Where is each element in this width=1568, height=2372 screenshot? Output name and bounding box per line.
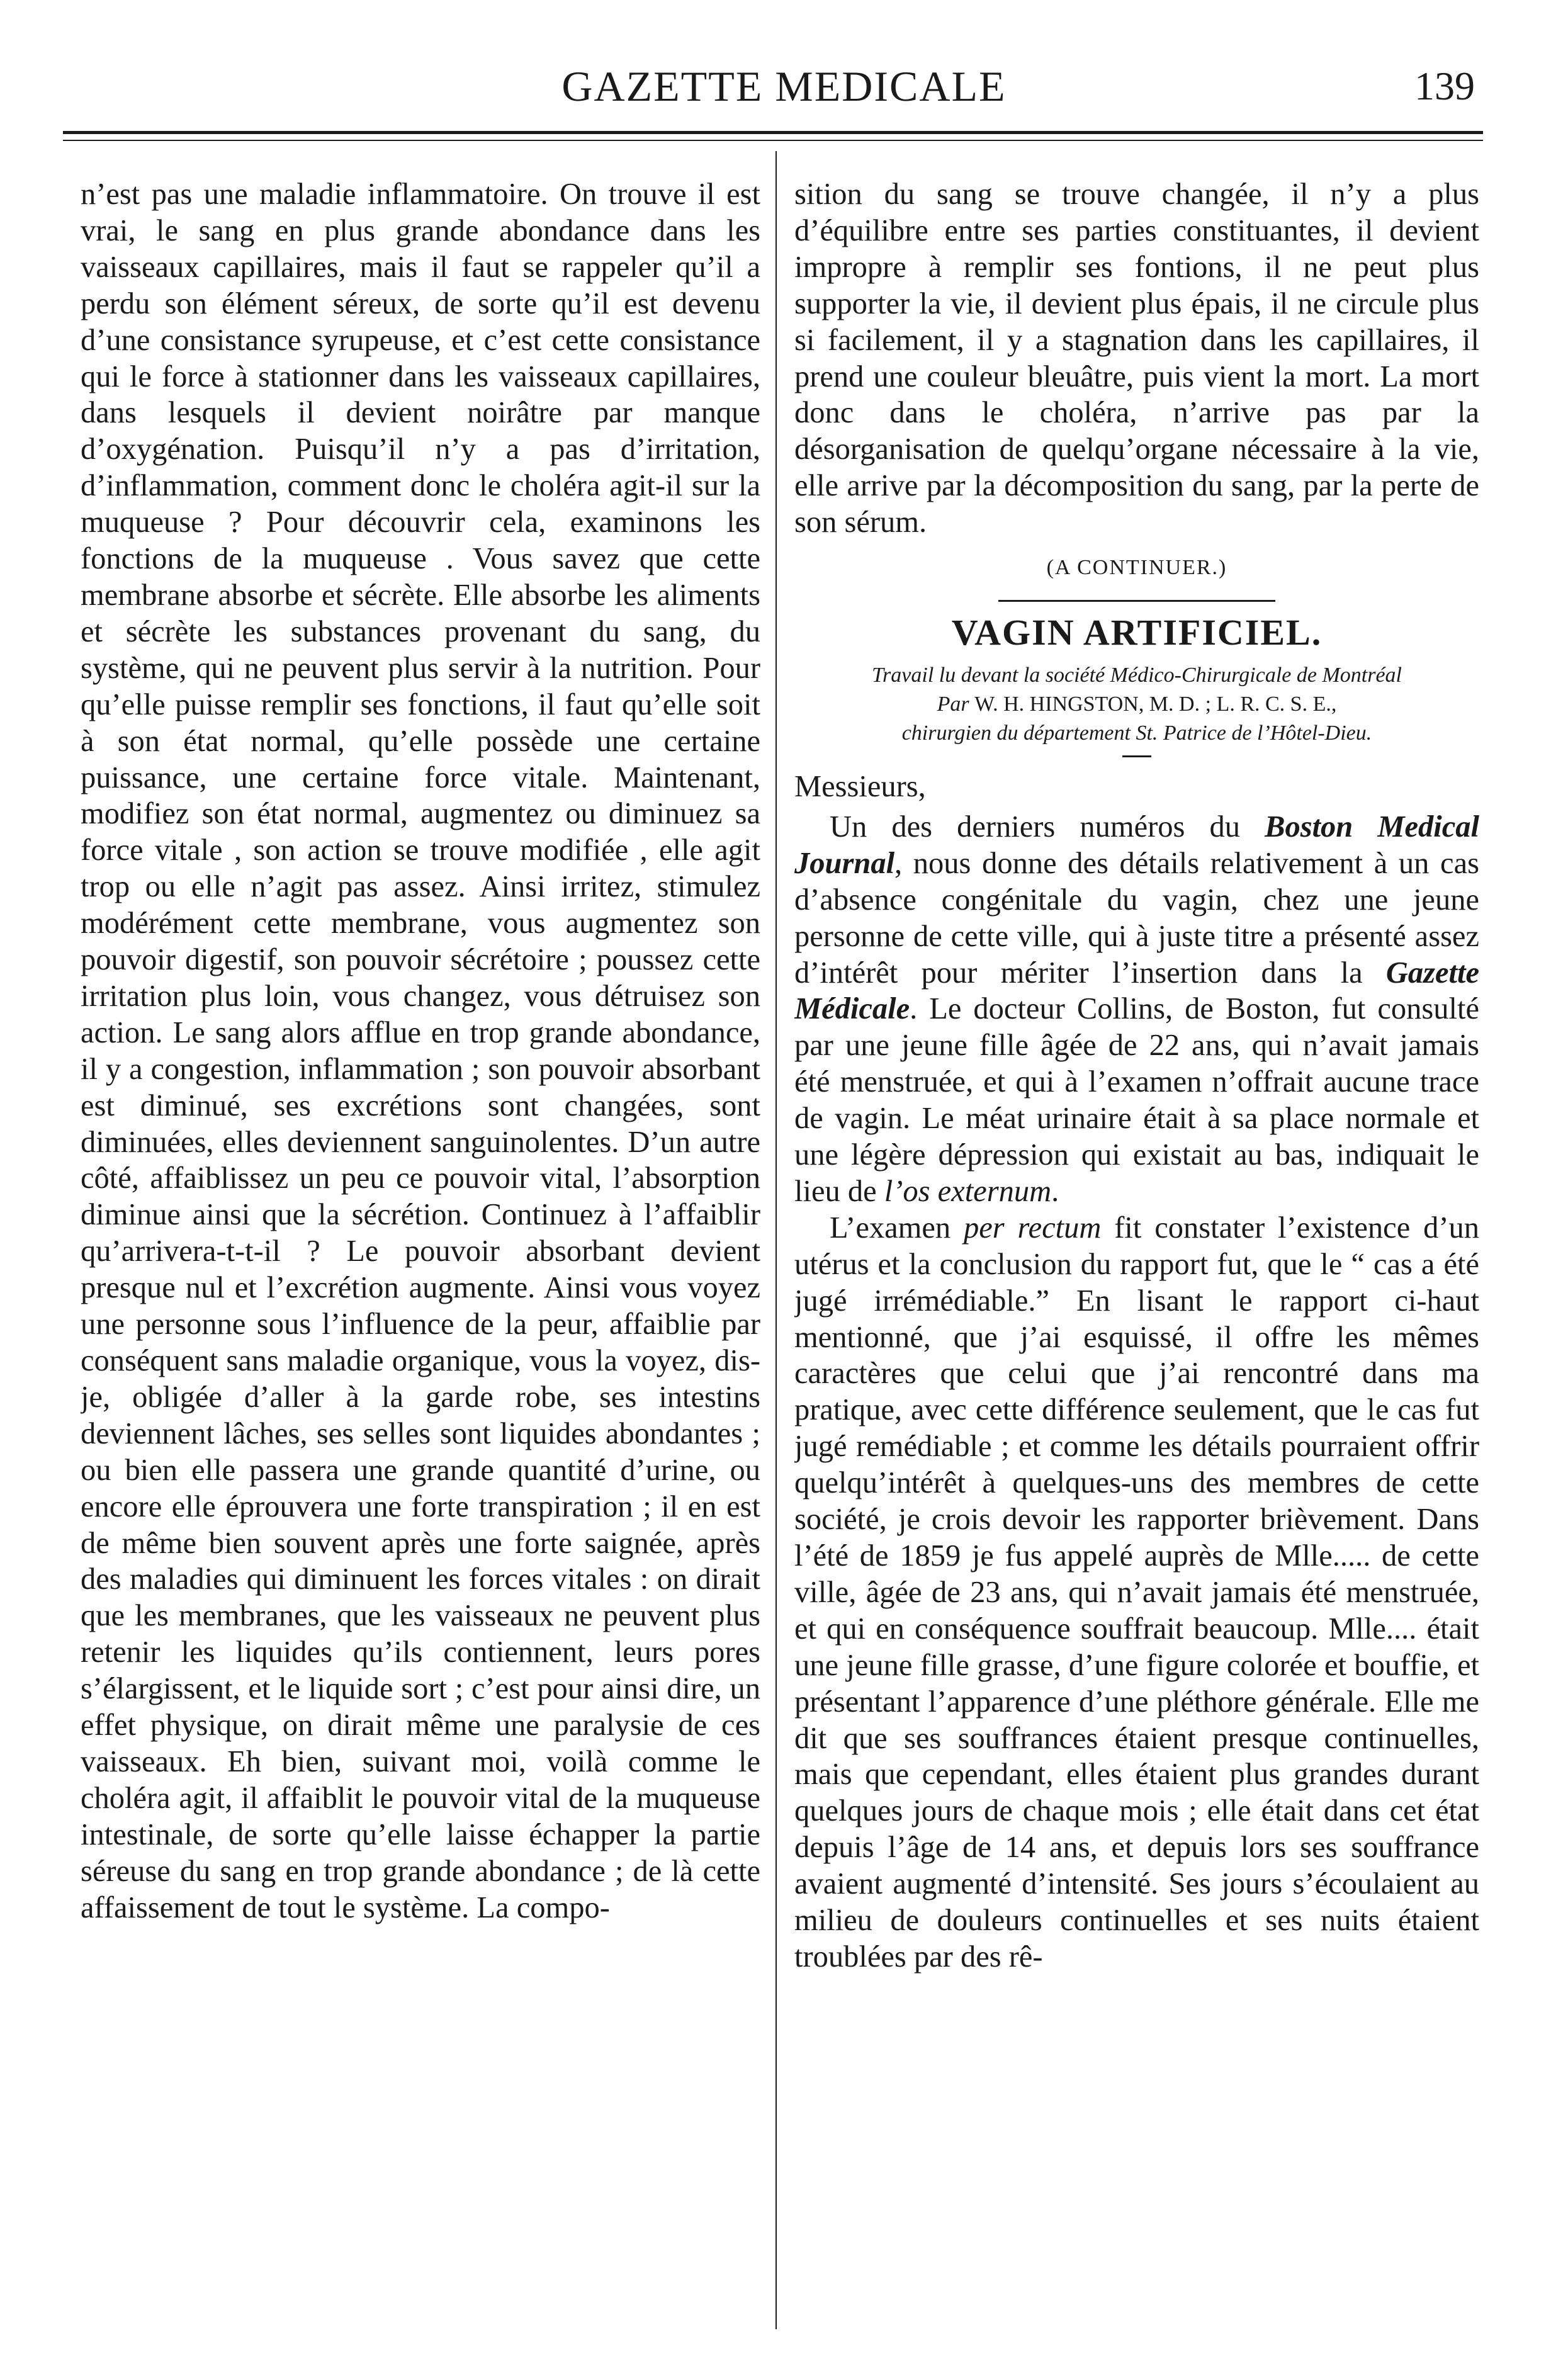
text-run: fit constater l’existence d’un utérus et la conclusion du rapport fut, que le “ cas a été jugé irrémédiable.” En lisant le rapport ci-haut mentionné, que j’ai esquissé, il offre les mêmes caractères que celui que j’ai rencontré dans ma pratique, avec cette différence seulement, que le cas fut jugé remédiable ; et comme les détails pourraient offrir quelqu’intérêt à quelques-uns des membres de cette société, je crois devoir les rapporter brièvement. Dans l’été de 1859 je fus appelé auprès de Mlle..... de cette ville, âgée de 23 ans, qui n’avait jamais été menstruée, et qui en conséquence souffrait beaucoup. Mlle.... était une jeune fille grasse, d’une figure colorée et bouffie, et présentant l’apparence d’une pléthore générale. Elle me dit que ses souffrances étaient presque continuelles, mais que cependant, elles étaient plus grandes durant quelques jours de chaque mois ; elle était dans cet état depuis l’âge de 14 ans, et depuis lors ses souffrance avaient augmenté d’intensité. Ses jours s’écoulaient au milieu de douleurs continuelles et ses nuits étaient troublées par des rê- [794, 1211, 1479, 1974]
page-number: 139 [1414, 64, 1475, 108]
salutation: Messieurs, [794, 769, 926, 803]
latin-term: per rectum [964, 1211, 1102, 1245]
byline-author-line [794, 690, 1479, 719]
section-rule [998, 600, 1275, 602]
article-title: VAGIN ARTIFICIEL. [951, 611, 1323, 653]
article-paragraph-1 [794, 809, 1479, 1210]
text-run: Un des derniers numéros du [830, 810, 1265, 844]
article-paragraph-2 [794, 1210, 1479, 1975]
small-rule [1122, 755, 1151, 757]
right-paragraph-continuation: sition du sang se trouve changée, il n’y a plus d’équilibre entre ses parties constituantes, il devient impropre à remplir ses fontions, il ne peut plus supporter la vie, il devient plus épais, il ne circule plus si facilement, il y a stagnation dans les capillaires, il prend une couleur bleuâtre, puis vient la mort. La mort donc dans le choléra, n’arrive pas par la désorganisation de quelqu’organe nécessaire à la vie, elle arrive par la décomposition du sang, par la perte de son sérum. [794, 178, 1479, 539]
byline-author: W. H. HINGSTON, M. D. ; L. R. C. S. E., [974, 692, 1337, 716]
text-run: , nous donne des détails relativement à un cas d’absence congénitale du vagin, chez une jeune personne de cette ville, qui à juste titre a présenté assez d’intérêt pour mériter l’insertion dans la [794, 846, 1479, 990]
text-run: L’examen [830, 1211, 964, 1245]
running-head [0, 58, 1568, 115]
gazette-name: Gazette Médicale [794, 956, 1479, 1026]
latin-term: l’os externum [884, 1174, 1052, 1208]
running-title: GAZETTE MEDICALE [561, 62, 1007, 110]
left-column [81, 176, 760, 2342]
column-divider [776, 151, 777, 2329]
to-be-continued: (A CONTINUER.) [1046, 556, 1227, 580]
text-run: . [1051, 1174, 1059, 1208]
byline-affiliation: chirurgien du département St. Patrice de l’Hôtel-Dieu. [901, 721, 1372, 745]
byline-par: Par [937, 692, 969, 716]
header-rule-thin [63, 140, 1483, 141]
byline-venue: Travail lu devant la société Médico-Chirurgicale de Montréal [872, 663, 1402, 687]
text-run: . Le docteur Collins, de Boston, fut consulté par une jeune fille âgée de 22 ans, qui n’avait jamais été menstruée, et qui à l’examen n’offrait aucune trace de vagin. Le méat urinaire était à sa place normale et une légère dépression qui existait au bas, indiquait le lieu de [794, 992, 1479, 1208]
header-rule-thick [63, 131, 1483, 134]
left-paragraph: n’est pas une maladie inflammatoire. On trouve il est vrai, le sang en plus grande abondance dans les vaisseaux capillaires, mais il faut se rappeler qu’il a perdu son élément séreux, de sorte qu’il est devenu d’une consistance syrupeuse, et c’est cette consistance qui le force à stationner dans les vaisseaux capillaires, dans lesquels il devient noirâtre par manque d’oxygénation. Puisqu’il n’y a pas d’irritation, d’inflammation, comment donc le choléra agit-il sur la muqueuse ? Pour découvrir cela, examinons les fonctions de la muqueuse . Vous savez que cette membrane absorbe et sécrète. Elle absorbe les aliments et sécrète les substances provenant du sang, du système, qui ne peuvent plus servir à la nutrition. Pour qu’elle puisse remplir ses fonctions, il faut qu’elle soit à son état normal, qu’elle possède une certaine puissance, une certaine force vitale. Maintenant, modifiez son état normal, augmentez ou diminuez sa force vitale , son action se trouve modifiée , elle agit trop ou elle n’agit pas assez. Ainsi irritez, stimulez modérément cette membrane, vous augmentez son pouvoir digestif, son pouvoir sécrétoire ; poussez cette irritation plus loin, vous changez, vous détruisez son action. Le sang alors afflue en trop grande abondance, il y a congestion, inflammation ; son pouvoir absorbant est diminué, ses excrétions sont changées, sont diminuées, elles deviennent sanguinolentes. D’un autre côté, affaiblissez un peu ce pouvoir vital, l’absorption diminue ainsi que la sécrétion. Continuez à l’affaiblir qu’arrivera-t-t-il ? Le pouvoir absorbant devient presque nul et l’excrétion augmente. Ainsi vous voyez une personne sous l’influence de la peur, affaiblie par conséquent sans maladie organique, vous la voyez, dis-je, obligée d’aller à la garde robe, ses intestins deviennent lâches, ses selles sont liquides abondantes ; ou bien elle passera une grande quantité d’urine, ou encore elle éprouvera une forte transpiration ; il en est de même bien souvent après une forte saignée, après des maladies qui diminuent les forces vitales : on dirait que les membranes, que les vaisseaux ne peuvent plus retenir les liquides qu’ils contiennent, leurs pores s’élargissent, et le liquide sort ; c’est pour ainsi dire, un effet physique, on dirait même une paralysie de ces vaisseaux. Eh bien, suivant moi, voilà comme le choléra agit, il affaiblit le pouvoir vital de la muqueuse intestinale, de sorte qu’elle laisse échapper la partie séreuse du sang en trop grande abondance ; de là cette affaissement de tout le système. La compo- [81, 178, 760, 1924]
journal-name: Boston Medical Journal [794, 810, 1479, 880]
right-column [794, 176, 1479, 2342]
